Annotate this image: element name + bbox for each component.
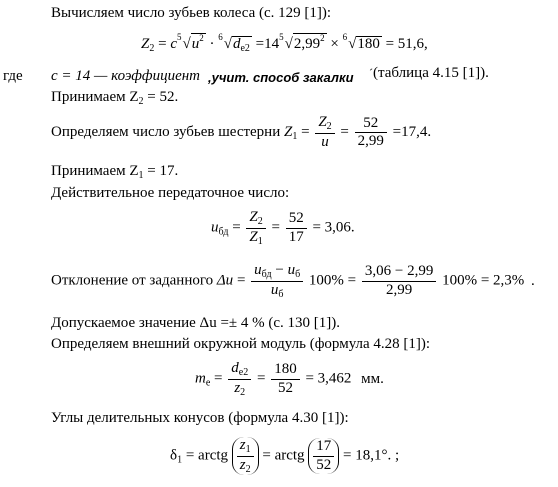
f4-den2: 2,99 — [385, 281, 413, 298]
f2-frac2 — [355, 115, 387, 151]
f3-num: Z — [249, 209, 258, 225]
f6-fn1: = arctg — [185, 447, 229, 464]
f2-den: u — [321, 133, 329, 150]
f6-lhs: δ — [170, 447, 178, 464]
formula-module — [195, 360, 384, 398]
text-teeth-wheel: Вычисляем число зубьев колеса (с. 129 [1]): — [51, 5, 332, 21]
f6-num-sub: 1 — [245, 444, 251, 455]
f1-times: × — [330, 36, 339, 52]
formula-u-actual — [211, 209, 355, 247]
f3-num2: 52 — [286, 210, 307, 228]
f5-frac1 — [228, 360, 251, 398]
equals: = — [158, 36, 167, 52]
f4-frac2 — [362, 263, 436, 299]
angles-line — [51, 411, 349, 426]
f4-result: 100% = 2,3% — [442, 272, 525, 289]
accept-z2-sub: 2 — [138, 96, 144, 107]
f5-den-sub: 2 — [240, 386, 246, 398]
module-text: Определяем внешний окружной модуль (формула 4.28 [1]): — [51, 336, 431, 352]
f1-d-sub: e2 — [240, 43, 250, 54]
f6-den: z — [239, 456, 246, 473]
f5-den2: 52 — [277, 379, 293, 396]
equals: = — [256, 370, 266, 387]
f1-root2 — [232, 36, 252, 54]
f1-lhs: Z — [141, 36, 150, 52]
f6-frac1-num — [237, 437, 254, 457]
f4-den: u — [270, 281, 279, 298]
module-line — [51, 337, 430, 352]
f4-num-b: u — [287, 262, 296, 278]
f2-num2: 52 — [355, 115, 387, 133]
actual-ratio-text: Действительное передаточное число: — [51, 185, 290, 201]
f1-u-pow: 2 — [199, 33, 204, 43]
accept-z1-val: = 17. — [143, 163, 179, 179]
f1-14: 14 — [264, 36, 280, 52]
f6-frac1 — [237, 437, 254, 475]
f3-frac2 — [286, 210, 307, 246]
f3-den-sub: 1 — [257, 235, 263, 247]
f5-result: = 3,462 — [305, 370, 352, 387]
actual-ratio-line — [51, 186, 289, 201]
f1-299-pow: 2 — [320, 33, 325, 43]
f3-frac1-num — [246, 209, 265, 229]
equals: = — [232, 219, 241, 236]
allowed-line — [51, 316, 340, 331]
handwritten-note-text: ,учит. способ закалки — [208, 70, 354, 85]
f5-den: z — [234, 379, 241, 396]
f6-den-sub: 2 — [245, 463, 251, 475]
f6-num: z — [239, 437, 246, 453]
f1-root3 — [293, 33, 327, 52]
f4-lhs: Δu — [216, 272, 234, 289]
pinion-teeth-text: Определяем число зубьев шестерни — [51, 123, 281, 140]
equals: = — [255, 36, 265, 52]
equals: = — [214, 370, 223, 387]
f6-num2: 17 — [313, 438, 334, 456]
f3-frac1-den — [246, 229, 265, 248]
f1-299: 2,99 — [293, 36, 321, 52]
handwritten-note — [208, 71, 354, 84]
f3-den2: 17 — [288, 228, 304, 245]
f5-frac2 — [271, 361, 300, 397]
f5-lhs: m — [195, 370, 206, 387]
f4-frac1 — [251, 262, 303, 300]
f4-num-b-sub: б — [295, 269, 301, 280]
f1-c: c — [170, 36, 177, 52]
f3-lhs-sub: бд — [218, 226, 229, 238]
equals: = — [236, 272, 246, 289]
f4-num-a: u — [254, 262, 262, 278]
where-label — [3, 69, 23, 84]
f4-dot: . — [531, 272, 535, 289]
f1-u: u — [191, 36, 200, 52]
pinion-teeth-line — [51, 114, 431, 151]
deviation-line — [51, 262, 535, 300]
f1-root1 — [191, 33, 206, 52]
f1-180: 180 — [357, 36, 380, 52]
formula-delta — [170, 437, 399, 475]
accept-z1-line — [51, 164, 178, 181]
where-c: c = 14 — коэффициент — [51, 68, 201, 84]
f3-lhs: u — [211, 219, 219, 236]
equals: = — [271, 219, 280, 236]
f1-root4 — [356, 36, 382, 52]
f2-lhs: Z — [284, 123, 293, 140]
f5-lhs-sub: e — [205, 377, 211, 389]
table-ref — [369, 66, 489, 81]
f6-paren1 — [232, 437, 259, 475]
f1-root1-index: 5 — [176, 32, 182, 42]
f1-lhs-sub: 2 — [149, 43, 155, 54]
f2-num-sub: 2 — [326, 121, 332, 132]
f1-root4-index: 6 — [342, 32, 348, 42]
accept-z2-line — [51, 90, 178, 107]
f5-num2: 180 — [271, 361, 300, 379]
f6-result: = 18,1°. ; — [343, 447, 400, 464]
where-text-label: где — [3, 68, 23, 84]
f1-dot: · — [209, 36, 215, 52]
f6-lhs-sub: 1 — [177, 454, 183, 466]
f4-frac1-den — [251, 282, 303, 301]
f4-pct: 100% = — [308, 272, 357, 289]
f3-frac1 — [246, 209, 265, 247]
f2-result: =17,4. — [392, 123, 432, 140]
f2-num: Z — [318, 114, 327, 130]
deviation-text: Отклонение от заданного — [51, 272, 214, 289]
allowed-text: Допускаемое значение Δu =± 4 % (с. 130 [1]). — [51, 315, 341, 331]
f3-result: = 3,06. — [312, 219, 355, 236]
equals: = — [340, 123, 349, 140]
f2-den2: 2,99 — [357, 132, 384, 149]
equals: = — [301, 123, 310, 140]
f2-frac1 — [315, 114, 334, 151]
where-line — [51, 69, 200, 84]
accept-z1-sub: 1 — [138, 170, 144, 181]
f4-frac1-num — [251, 262, 303, 282]
f4-num-a-sub: бд — [261, 269, 272, 280]
tick-mark: ´ — [369, 66, 373, 80]
f2-lhs-sub: 1 — [292, 130, 298, 142]
f4-minus: − — [271, 262, 288, 278]
f6-paren2 — [308, 438, 339, 474]
accept-z1-text: Принимаем Z — [51, 163, 139, 179]
f1-d: d — [232, 36, 241, 52]
accept-z2-text: Принимаем Z — [51, 89, 139, 105]
f5-num-sub: e2 — [238, 367, 249, 378]
accept-z2-val: = 52. — [143, 89, 179, 105]
f4-den-sub: б — [278, 288, 284, 300]
f1-root3-index: 5 — [279, 32, 284, 42]
f5-frac1-num — [228, 360, 251, 380]
f2-frac1-num — [315, 114, 334, 134]
f5-frac1-den — [228, 380, 251, 399]
f1-result: = 51,6, — [385, 36, 428, 52]
f6-den2: 52 — [316, 456, 332, 473]
f6-frac2 — [313, 438, 334, 474]
f5-unit: мм. — [361, 370, 384, 387]
text-line-teeth-wheel — [51, 6, 331, 21]
f3-num-sub: 2 — [257, 216, 263, 227]
f4-num2: 3,06 − 2,99 — [362, 263, 436, 281]
f3-den: Z — [249, 228, 258, 245]
f1-root2-index: 6 — [218, 32, 223, 42]
f5-num: d — [231, 360, 239, 376]
f6-frac1-den — [237, 457, 254, 476]
f6-fn2: = arctg — [262, 447, 305, 464]
table-ref-text: (таблица 4.15 [1]). — [373, 65, 489, 81]
angles-text: Углы делительных конусов (формула 4.30 [1]): — [51, 410, 349, 426]
formula-z2: $Z_2 = c^5√u^2 \cdot ^6√d_{e2} =14^5√2,99^2 \times ^6√180 = 51,6$, — [141, 32, 428, 54]
